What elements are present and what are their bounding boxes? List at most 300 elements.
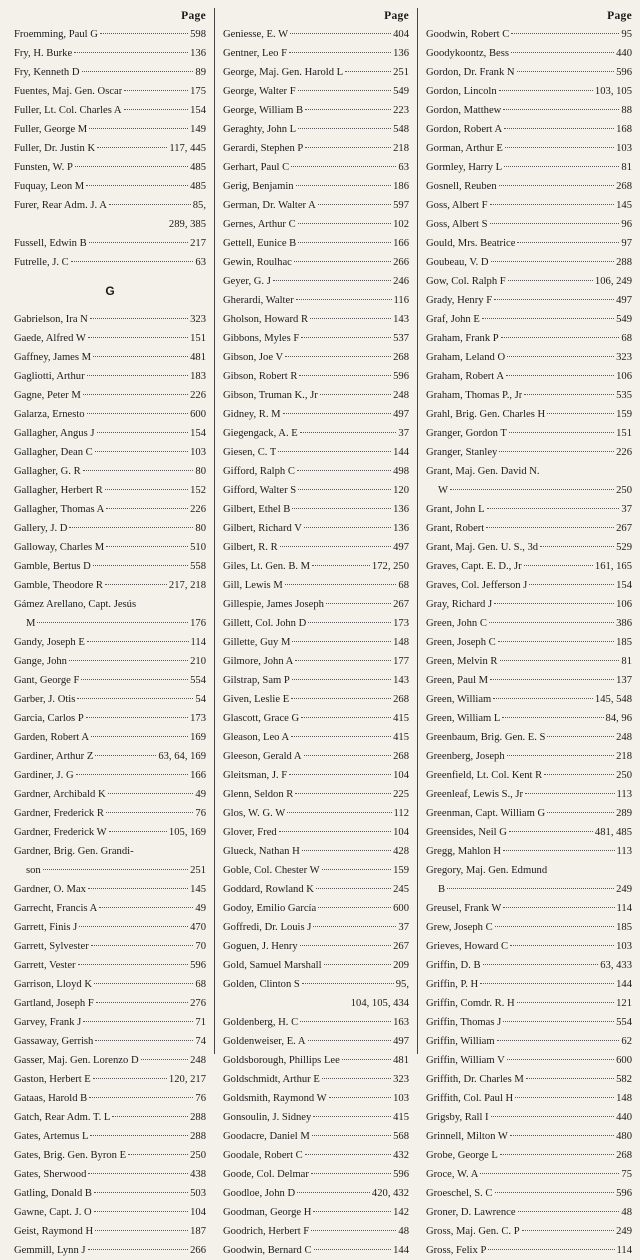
entry-pages: 104, 105, 434	[350, 998, 409, 1009]
entry-name: Gaston, Herbert E	[14, 1074, 91, 1085]
dot-leader	[507, 356, 614, 357]
dot-leader	[318, 907, 391, 908]
index-entry	[426, 462, 632, 481]
dot-leader	[124, 109, 189, 110]
dot-leader	[517, 1002, 614, 1003]
entry-pages: 250	[616, 485, 632, 496]
entry-name: Garden, Robert A	[14, 732, 90, 743]
index-entry	[223, 234, 409, 253]
index-entry	[223, 1013, 409, 1032]
entry-pages: 103	[190, 447, 206, 458]
entry-pages: 114	[616, 903, 632, 914]
index-entry	[14, 671, 206, 690]
index-entry	[426, 215, 632, 234]
dot-leader	[313, 926, 396, 927]
entry-pages: 218	[616, 751, 632, 762]
entry-pages: 225	[393, 789, 409, 800]
index-entry	[223, 918, 409, 937]
entry-pages: 266	[393, 257, 409, 268]
dot-leader	[86, 185, 188, 186]
entry-name: Goodykoontz, Bess	[426, 48, 509, 59]
entry-pages: 105, 169	[168, 827, 206, 838]
entry-name: Gallagher, Herbert R	[14, 485, 103, 496]
entry-pages: 248	[393, 390, 409, 401]
entry-pages: 103, 105	[594, 86, 632, 97]
entry-name: Graham, Robert A	[426, 371, 504, 382]
index-entry	[223, 367, 409, 386]
index-entry	[223, 880, 409, 899]
dot-leader	[87, 413, 189, 414]
entry-pages: 438	[190, 1169, 206, 1180]
dot-leader	[495, 926, 614, 927]
entry-pages: 161, 165	[594, 561, 632, 572]
index-entry	[223, 652, 409, 671]
entry-pages: 268	[393, 352, 409, 363]
dot-leader	[298, 489, 391, 490]
index-entry	[223, 1108, 409, 1127]
entry-pages: 70	[195, 941, 206, 952]
entry-name: Granger, Stanley	[426, 447, 498, 458]
entry-pages: 166	[393, 238, 409, 249]
entry-pages: 248	[190, 1055, 206, 1066]
entry-name: Gordon, Matthew	[426, 105, 502, 116]
entry-pages: 217	[190, 238, 206, 249]
dot-leader	[501, 337, 620, 338]
entry-name: Gerig, Benjamin	[223, 181, 294, 192]
entry-pages: 117, 445	[169, 143, 206, 154]
entry-name: Griffin, Thomas J	[426, 1017, 502, 1028]
entry-name: Futrelle, J. C	[14, 257, 69, 268]
entry-name: Galarza, Ernesto	[14, 409, 85, 420]
dot-leader	[305, 1154, 391, 1155]
entry-pages: 68	[621, 333, 632, 344]
entry-name: Grahl, Brig. Gen. Charles H	[426, 409, 546, 420]
entry-pages: 415	[393, 713, 409, 724]
entry-name: Gordon, Lincoln	[426, 86, 497, 97]
entry-pages: 440	[616, 1112, 632, 1123]
dot-leader	[88, 1173, 188, 1174]
entry-name: Gordon, Dr. Frank N	[426, 67, 515, 78]
index-entry	[426, 975, 632, 994]
dot-leader	[324, 964, 392, 965]
index-entry	[223, 63, 409, 82]
dot-leader	[547, 413, 614, 414]
dot-leader	[108, 793, 194, 794]
entry-pages: 497	[616, 295, 632, 306]
entry-pages: 63, 433	[600, 960, 632, 971]
entry-name: Gentner, Leo F	[223, 48, 288, 59]
entry-pages: 137	[616, 675, 632, 686]
entry-name: Gilbert, Richard V	[223, 523, 302, 534]
index-entry	[14, 386, 206, 405]
index-entry	[426, 44, 632, 63]
entry-name: Gilbert, Ethel B	[223, 504, 291, 515]
index-entry	[223, 481, 409, 500]
dot-leader	[504, 128, 614, 129]
dot-leader	[88, 888, 188, 889]
entry-pages: 102	[393, 219, 409, 230]
dot-leader	[87, 375, 188, 376]
dot-leader	[300, 432, 397, 433]
dot-leader	[507, 755, 614, 756]
entry-name: Giles, Lt. Gen. B. M	[223, 561, 311, 572]
index-entry	[223, 576, 409, 595]
entry-pages: 529	[616, 542, 632, 553]
dot-leader	[79, 926, 188, 927]
entry-name: Gilbert, R. R	[223, 542, 278, 553]
entry-pages: 251	[393, 67, 409, 78]
index-entry	[14, 44, 206, 63]
entry-pages: 37	[398, 428, 409, 439]
index-entry	[223, 424, 409, 443]
entry-pages: 144	[616, 979, 632, 990]
index-entry	[426, 709, 632, 728]
index-entry	[223, 1127, 409, 1146]
entry-name: Greenberg, Joseph	[426, 751, 505, 762]
entry-pages: 37	[398, 922, 409, 933]
index-entry	[426, 861, 632, 880]
dot-leader	[91, 736, 188, 737]
entry-pages: 88	[621, 105, 632, 116]
entry-pages: 250	[616, 770, 632, 781]
entry-pages: 600	[616, 1055, 632, 1066]
index-entry	[14, 1203, 206, 1222]
entry-pages: 172, 250	[371, 561, 409, 572]
index-entry	[14, 690, 206, 709]
entry-list	[426, 25, 632, 1260]
entry-pages: 268	[393, 751, 409, 762]
index-entry	[426, 291, 632, 310]
index-entry	[223, 44, 409, 63]
entry-pages: 470	[190, 922, 206, 933]
entry-pages: 168	[616, 124, 632, 135]
entry-name: Goodwin, Bernard C	[223, 1245, 312, 1256]
entry-pages: 535	[616, 390, 632, 401]
dot-leader	[95, 451, 188, 452]
entry-name: Gettell, Eunice B	[223, 238, 297, 249]
entry-pages: 48	[398, 1226, 409, 1237]
dot-leader	[490, 204, 615, 205]
dot-leader	[292, 641, 391, 642]
index-entry	[223, 196, 409, 215]
index-entry	[223, 1241, 409, 1260]
entry-pages: 104	[393, 770, 409, 781]
entry-pages: 76	[195, 808, 206, 819]
entry-name: Gillett, Col. John D	[223, 618, 307, 629]
index-entry	[14, 785, 206, 804]
dot-leader	[69, 660, 188, 661]
entry-name: Gardiner, J. G	[14, 770, 74, 781]
dot-leader	[74, 52, 188, 53]
dot-leader	[511, 33, 619, 34]
entry-pages: 485	[190, 181, 206, 192]
entry-pages: 144	[393, 447, 409, 458]
entry-name: Gardiner, Arthur Z	[14, 751, 94, 762]
entry-name: Garrett, Sylvester	[14, 941, 89, 952]
entry-name: Gewin, Roulhac	[223, 257, 292, 268]
entry-name: Furer, Rear Adm. J. A	[14, 200, 107, 211]
entry-name: George, Maj. Gen. Harold L	[223, 67, 344, 78]
entry-pages: 96	[621, 219, 632, 230]
entry-name: Gemmill, Lynn J	[14, 1245, 86, 1256]
dot-leader	[503, 109, 619, 110]
dot-leader	[87, 641, 189, 642]
entry-name: Green, William	[426, 694, 492, 705]
dot-leader	[305, 147, 391, 148]
index-entry	[426, 652, 632, 671]
entry-name: Griffin, Comdr. R. H	[426, 998, 515, 1009]
dot-leader	[296, 185, 392, 186]
dot-leader	[529, 584, 614, 585]
index-entry	[426, 386, 632, 405]
index-entry	[426, 272, 632, 291]
dot-leader	[503, 907, 614, 908]
entry-pages: 596	[190, 960, 206, 971]
entry-name: George, Walter F	[223, 86, 296, 97]
entry-pages: 120, 217	[168, 1074, 206, 1085]
entry-name: Gawne, Capt. J. O	[14, 1207, 92, 1218]
index-entry	[223, 690, 409, 709]
entry-pages: 268	[393, 694, 409, 705]
index-entry	[426, 405, 632, 424]
entry-pages: 596	[393, 371, 409, 382]
entry-name: Griffin, William	[426, 1036, 495, 1047]
dot-leader	[300, 945, 391, 946]
index-entry	[14, 424, 206, 443]
dot-leader	[76, 774, 189, 775]
entry-name: Gartland, Joseph F	[14, 998, 94, 1009]
dot-leader	[525, 793, 614, 794]
dot-leader	[505, 147, 614, 148]
dot-leader	[311, 1173, 391, 1174]
entry-pages: 136	[393, 504, 409, 515]
entry-name: Gross, Maj. Gen. C. P	[426, 1226, 520, 1237]
entry-name: Fry, Kenneth D	[14, 67, 80, 78]
dot-leader	[499, 451, 614, 452]
entry-name: Gould, Mrs. Beatrice	[426, 238, 516, 249]
entry-pages: 249	[616, 884, 632, 895]
entry-pages: 503	[190, 1188, 206, 1199]
dot-leader	[292, 508, 391, 509]
entry-name: Gardner, Frederick R	[14, 808, 104, 819]
entry-name: Gaffney, James M	[14, 352, 92, 363]
dot-leader	[510, 1135, 614, 1136]
entry-pages: 568	[393, 1131, 409, 1142]
entry-pages: 498	[393, 466, 409, 477]
entry-name: Giegengack, A. E	[223, 428, 298, 439]
index-entry	[223, 405, 409, 424]
entry-name: Garrecht, Francis A	[14, 903, 98, 914]
index-entry	[14, 1108, 206, 1127]
dot-leader	[312, 565, 370, 566]
index-entry	[223, 747, 409, 766]
index-entry	[426, 1241, 632, 1260]
entry-pages: 152	[190, 485, 206, 496]
entry-pages: 289	[616, 808, 632, 819]
index-column-2	[214, 8, 417, 1256]
dot-leader	[342, 1059, 391, 1060]
index-entry	[426, 196, 632, 215]
entry-pages: 245	[393, 884, 409, 895]
entry-name: Gleitsman, J. F	[223, 770, 288, 781]
dot-leader	[308, 1040, 392, 1041]
index-entry	[223, 215, 409, 234]
index-entry	[14, 633, 206, 652]
entry-name: Gifford, Walter S	[223, 485, 297, 496]
index-entry	[14, 747, 206, 766]
index-entry	[426, 728, 632, 747]
entry-name: Gleeson, Gerald A	[223, 751, 302, 762]
dot-leader	[503, 850, 614, 851]
entry-pages: 113	[616, 846, 632, 857]
index-entry	[426, 899, 632, 918]
entry-pages: 159	[616, 409, 632, 420]
dot-leader	[329, 1097, 391, 1098]
entry-name: Gilstrap, Sam P	[223, 675, 290, 686]
entry-name: Gillespie, James Joseph	[223, 599, 324, 610]
dot-leader	[450, 489, 614, 490]
entry-name: Green, John C	[426, 618, 487, 629]
entry-pages: 74	[195, 1036, 206, 1047]
dot-leader	[95, 1040, 193, 1041]
index-entry	[426, 253, 632, 272]
entry-name: Goldsmith, Raymond W	[223, 1093, 327, 1104]
entry-pages: 54	[195, 694, 206, 705]
dot-leader	[94, 1192, 188, 1193]
index-entry	[223, 823, 409, 842]
index-entry	[223, 557, 409, 576]
dot-leader	[294, 261, 391, 262]
dot-leader	[316, 888, 391, 889]
dot-leader	[500, 1154, 614, 1155]
index-entry	[426, 880, 632, 899]
index-entry	[223, 899, 409, 918]
entry-name: Gates, Brig. Gen. Byron E	[14, 1150, 127, 1161]
entry-name: Gallagher, Dean C	[14, 447, 93, 458]
entry-name: Gherardi, Walter	[223, 295, 294, 306]
dot-leader	[487, 508, 620, 509]
entry-name: Goode, Col. Delmar	[223, 1169, 309, 1180]
index-entry	[426, 158, 632, 177]
dot-leader	[494, 603, 614, 604]
entry-pages: 600	[393, 903, 409, 914]
entry-name: Grady, Henry F	[426, 295, 493, 306]
dot-leader	[295, 660, 391, 661]
entry-name: Gallagher, Angus J	[14, 428, 95, 439]
dot-leader	[280, 546, 391, 547]
index-entry	[426, 1184, 632, 1203]
index-entry	[426, 1070, 632, 1089]
index-entry	[14, 994, 206, 1013]
dot-leader	[522, 1230, 615, 1231]
entry-name: Fuentes, Maj. Gen. Oscar	[14, 86, 123, 97]
entry-pages: 68	[398, 580, 409, 591]
entry-name: Gill, Lewis M	[223, 580, 283, 591]
entry-name: Gibson, Robert R	[223, 371, 298, 382]
entry-pages: 185	[616, 922, 632, 933]
dot-leader	[106, 546, 188, 547]
entry-name: Gates, Artemus L	[14, 1131, 89, 1142]
entry-pages: 166	[190, 770, 206, 781]
entry-name: Goldschmidt, Arthur E	[223, 1074, 320, 1085]
entry-pages: 218	[393, 143, 409, 154]
entry-name: M	[26, 618, 36, 629]
entry-name: Gates, Sherwood	[14, 1169, 87, 1180]
dot-leader	[499, 90, 593, 91]
dot-leader	[480, 983, 614, 984]
entry-name: Grobe, George L	[426, 1150, 498, 1161]
entry-name: Gamble, Theodore R	[14, 580, 103, 591]
index-entry	[426, 348, 632, 367]
dot-leader	[99, 907, 193, 908]
entry-name: Gagne, Peter M	[14, 390, 81, 401]
entry-name: Goldenweiser, E. A	[223, 1036, 306, 1047]
entry-name: Gange, John	[14, 656, 67, 667]
index-entry	[426, 956, 632, 975]
dot-leader	[308, 622, 391, 623]
entry-name: Greensides, Neil G	[426, 827, 507, 838]
entry-pages: 151	[616, 428, 632, 439]
index-entry	[223, 1222, 409, 1241]
entry-pages: 159	[393, 865, 409, 876]
index-entry	[14, 367, 206, 386]
entry-pages: 145	[190, 884, 206, 895]
entry-pages: 428	[393, 846, 409, 857]
index-entry	[223, 1032, 409, 1051]
entry-pages: 143	[393, 675, 409, 686]
entry-name: Gibson, Truman K., Jr	[223, 390, 318, 401]
entry-pages: 485	[190, 162, 206, 173]
entry-name: Gosnell, Reuben	[426, 181, 497, 192]
entry-name: German, Dr. Walter A	[223, 200, 316, 211]
entry-name: Gardner, Frederick W	[14, 827, 107, 838]
index-entry	[14, 253, 206, 272]
dot-leader	[298, 90, 392, 91]
entry-name: Gatch, Rear Adm. T. L	[14, 1112, 111, 1123]
entry-pages: 148	[616, 1093, 632, 1104]
entry-name: Glascott, Grace G	[223, 713, 300, 724]
entry-pages: 267	[616, 523, 632, 534]
dot-leader	[128, 1154, 188, 1155]
index-entry	[426, 481, 632, 500]
index-entry	[14, 139, 206, 158]
entry-name: Grant, Maj. Gen. U. S., 3d	[426, 542, 539, 553]
index-entry	[426, 367, 632, 386]
entry-pages: 289, 385	[168, 219, 206, 230]
dot-leader	[69, 527, 193, 528]
entry-name: Goldenberg, H. C	[223, 1017, 299, 1028]
index-entry	[426, 424, 632, 443]
entry-pages: 276	[190, 998, 206, 1009]
entry-pages: 415	[393, 1112, 409, 1123]
index-entry	[14, 576, 206, 595]
index-entry	[14, 842, 206, 861]
entry-name: Goguen, J. Henry	[223, 941, 298, 952]
dot-leader	[290, 33, 391, 34]
entry-pages: 63, 64, 169	[158, 751, 206, 762]
index-entry	[14, 1222, 206, 1241]
index-entry	[426, 690, 632, 709]
entry-pages: 85,	[192, 200, 206, 211]
dot-leader	[298, 128, 391, 129]
index-entry	[426, 804, 632, 823]
entry-pages: 480	[616, 1131, 632, 1142]
index-entry	[223, 614, 409, 633]
dot-leader	[287, 812, 391, 813]
entry-list	[14, 25, 206, 1260]
dot-leader	[82, 71, 194, 72]
entry-pages: 554	[616, 1017, 632, 1028]
